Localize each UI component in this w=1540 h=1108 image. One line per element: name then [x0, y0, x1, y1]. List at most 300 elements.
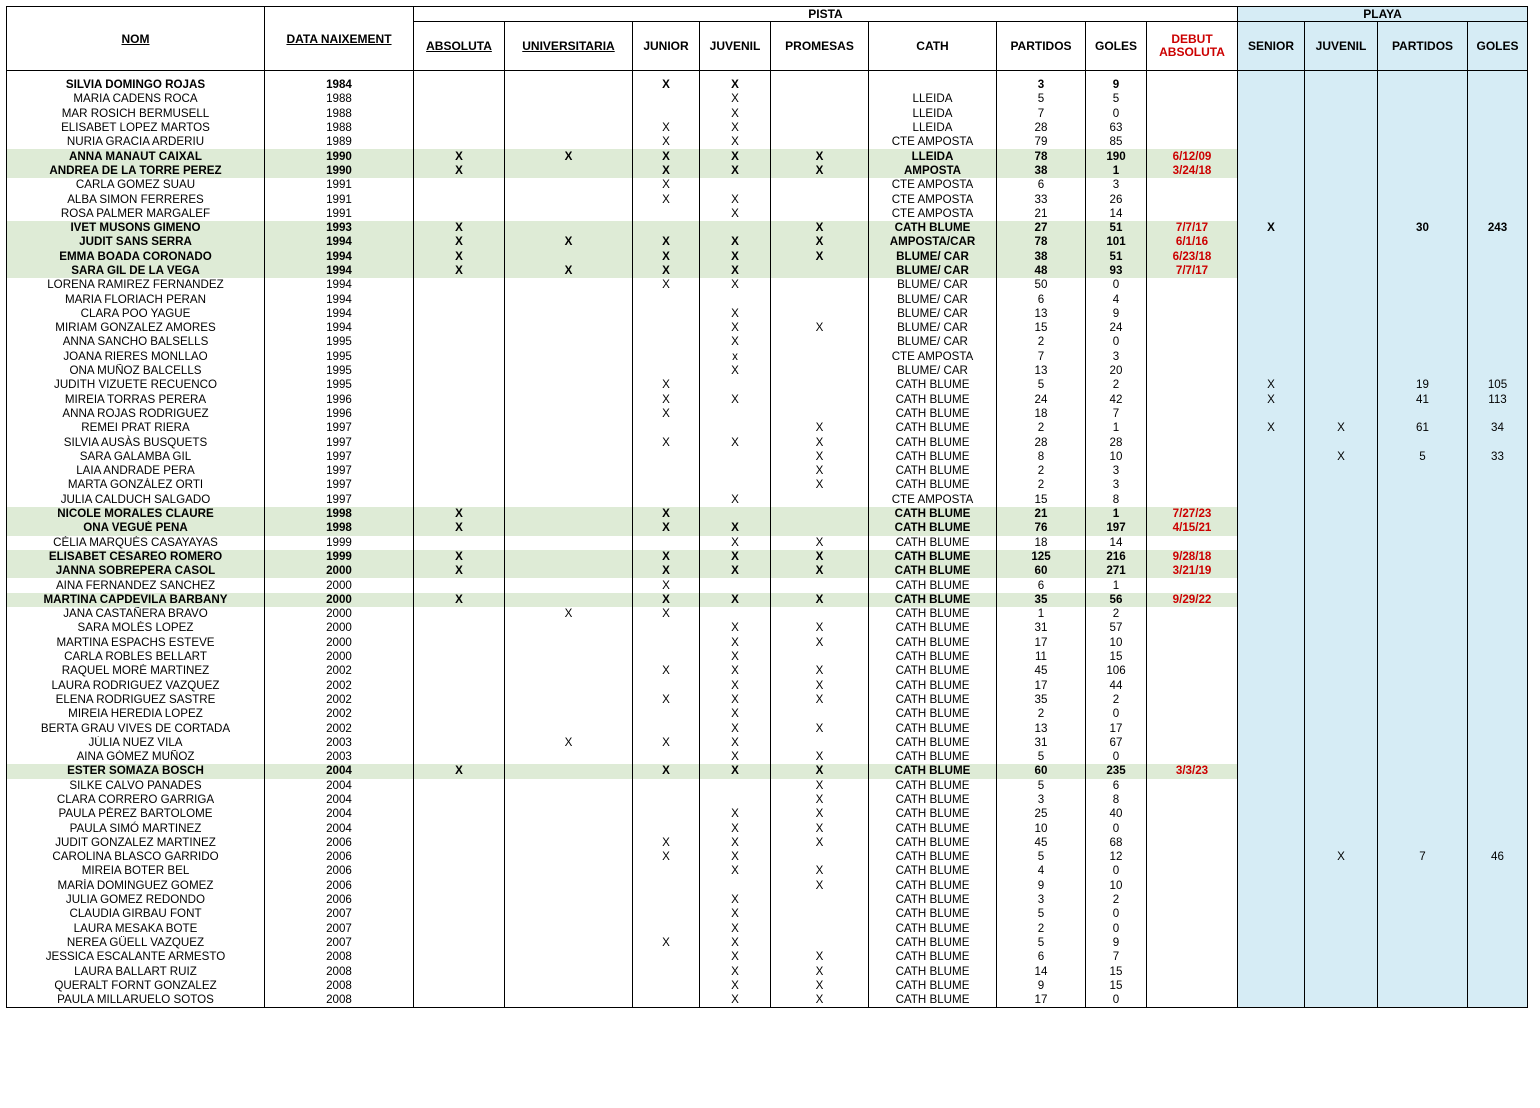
cell-partidos[interactable]: 28 — [997, 435, 1086, 449]
cell-data-naixement[interactable]: 1994 — [265, 235, 414, 249]
cell-juvenil[interactable]: X — [700, 335, 771, 349]
cell-playa-senior[interactable] — [1238, 750, 1305, 764]
header-playa-partidos[interactable]: PARTIDOS — [1378, 22, 1468, 71]
cell-promesas[interactable] — [771, 922, 869, 936]
table-row[interactable] — [7, 907, 1528, 921]
cell-promesas[interactable]: X — [771, 964, 869, 978]
cell-absoluta[interactable] — [414, 864, 505, 878]
table-row[interactable] — [7, 421, 1528, 435]
cell-cath[interactable]: CATH BLUME — [869, 736, 997, 750]
cell-nom[interactable]: MARTA GONZÁLEZ ORTI — [7, 478, 265, 492]
cell-partidos[interactable]: 27 — [997, 221, 1086, 235]
cell-promesas[interactable]: X — [771, 779, 869, 793]
cell-debut-absoluta[interactable] — [1147, 364, 1238, 378]
cell-promesas[interactable]: X — [771, 721, 869, 735]
cell-partidos[interactable]: 5 — [997, 850, 1086, 864]
cell-juvenil[interactable]: X — [700, 721, 771, 735]
cell-data-naixement[interactable]: 2002 — [265, 693, 414, 707]
cell-playa-partidos[interactable] — [1378, 92, 1468, 106]
cell-playa-partidos[interactable] — [1378, 292, 1468, 306]
cell-junior[interactable]: X — [633, 264, 700, 278]
cell-junior[interactable]: X — [633, 149, 700, 163]
cell-absoluta[interactable] — [414, 493, 505, 507]
cell-nom[interactable]: CLAUDIA GIRBAU FONT — [7, 907, 265, 921]
cell-debut-absoluta[interactable] — [1147, 292, 1238, 306]
cell-playa-juvenil[interactable]: X — [1305, 450, 1378, 464]
cell-partidos[interactable]: 15 — [997, 321, 1086, 335]
cell-absoluta[interactable] — [414, 107, 505, 121]
cell-junior[interactable] — [633, 964, 700, 978]
cell-debut-absoluta[interactable]: 3/21/19 — [1147, 564, 1238, 578]
cell-data-naixement[interactable]: 2006 — [265, 864, 414, 878]
cell-debut-absoluta[interactable] — [1147, 693, 1238, 707]
cell-playa-goles[interactable]: 243 — [1468, 221, 1528, 235]
cell-absoluta[interactable] — [414, 807, 505, 821]
cell-playa-senior[interactable] — [1238, 178, 1305, 192]
cell-universitaria[interactable] — [505, 521, 633, 535]
cell-partidos[interactable]: 38 — [997, 250, 1086, 264]
cell-promesas[interactable] — [771, 207, 869, 221]
cell-nom[interactable]: JANNA SOBREPERA CASOL — [7, 564, 265, 578]
cell-debut-absoluta[interactable] — [1147, 493, 1238, 507]
cell-debut-absoluta[interactable] — [1147, 779, 1238, 793]
cell-universitaria[interactable] — [505, 364, 633, 378]
cell-goles[interactable]: 63 — [1086, 121, 1147, 135]
cell-playa-juvenil[interactable] — [1305, 178, 1378, 192]
cell-juvenil[interactable]: X — [700, 750, 771, 764]
cell-nom[interactable]: ANDREA DE LA TORRE PEREZ — [7, 164, 265, 178]
cell-data-naixement[interactable]: 1984 — [265, 78, 414, 92]
cell-debut-absoluta[interactable] — [1147, 121, 1238, 135]
header-universitaria[interactable]: UNIVERSITARIA — [505, 22, 633, 71]
cell-universitaria[interactable] — [505, 493, 633, 507]
cell-playa-juvenil[interactable] — [1305, 364, 1378, 378]
table-row[interactable] — [7, 564, 1528, 578]
cell-cath[interactable]: CATH BLUME — [869, 536, 997, 550]
cell-juvenil[interactable]: X — [700, 207, 771, 221]
cell-playa-partidos[interactable] — [1378, 607, 1468, 621]
cell-nom[interactable]: LAIA ANDRADE PERA — [7, 464, 265, 478]
cell-promesas[interactable]: X — [771, 979, 869, 993]
cell-cath[interactable]: CATH BLUME — [869, 621, 997, 635]
cell-partidos[interactable]: 2 — [997, 464, 1086, 478]
cell-promesas[interactable] — [771, 107, 869, 121]
cell-absoluta[interactable] — [414, 936, 505, 950]
cell-juvenil[interactable]: X — [700, 993, 771, 1008]
table-row[interactable] — [7, 678, 1528, 692]
cell-playa-juvenil[interactable] — [1305, 221, 1378, 235]
cell-nom[interactable]: MIRIAM GONZALEZ AMORES — [7, 321, 265, 335]
cell-cath[interactable]: CATH BLUME — [869, 864, 997, 878]
table-row[interactable] — [7, 793, 1528, 807]
cell-playa-juvenil[interactable] — [1305, 707, 1378, 721]
cell-cath[interactable]: CATH BLUME — [869, 550, 997, 564]
cell-absoluta[interactable]: X — [414, 250, 505, 264]
cell-playa-juvenil[interactable] — [1305, 192, 1378, 206]
table-row[interactable] — [7, 264, 1528, 278]
cell-data-naixement[interactable]: 1995 — [265, 378, 414, 392]
cell-cath[interactable]: CATH BLUME — [869, 636, 997, 650]
cell-playa-partidos[interactable] — [1378, 407, 1468, 421]
cell-playa-senior[interactable] — [1238, 950, 1305, 964]
cell-playa-goles[interactable] — [1468, 793, 1528, 807]
cell-cath[interactable]: CATH BLUME — [869, 836, 997, 850]
cell-nom[interactable]: NEREA GÜELL VAZQUEZ — [7, 936, 265, 950]
cell-data-naixement[interactable]: 2007 — [265, 907, 414, 921]
cell-debut-absoluta[interactable] — [1147, 621, 1238, 635]
cell-promesas[interactable]: X — [771, 664, 869, 678]
cell-cath[interactable]: CATH BLUME — [869, 578, 997, 592]
cell-juvenil[interactable]: X — [700, 264, 771, 278]
cell-juvenil[interactable]: X — [700, 736, 771, 750]
cell-juvenil[interactable] — [700, 879, 771, 893]
table-row[interactable] — [7, 92, 1528, 106]
cell-playa-goles[interactable] — [1468, 736, 1528, 750]
header-absoluta[interactable]: ABSOLUTA — [414, 22, 505, 71]
cell-data-naixement[interactable]: 1997 — [265, 478, 414, 492]
cell-junior[interactable] — [633, 450, 700, 464]
cell-goles[interactable]: 0 — [1086, 922, 1147, 936]
cell-playa-goles[interactable] — [1468, 464, 1528, 478]
cell-data-naixement[interactable]: 1994 — [265, 321, 414, 335]
cell-junior[interactable]: X — [633, 664, 700, 678]
cell-playa-juvenil[interactable] — [1305, 393, 1378, 407]
cell-playa-partidos[interactable] — [1378, 922, 1468, 936]
cell-playa-senior[interactable] — [1238, 564, 1305, 578]
cell-universitaria[interactable] — [505, 507, 633, 521]
cell-absoluta[interactable] — [414, 907, 505, 921]
cell-juvenil[interactable]: X — [700, 78, 771, 92]
cell-goles[interactable]: 51 — [1086, 250, 1147, 264]
cell-universitaria[interactable] — [505, 750, 633, 764]
cell-playa-juvenil[interactable] — [1305, 550, 1378, 564]
cell-debut-absoluta[interactable] — [1147, 922, 1238, 936]
cell-junior[interactable] — [633, 536, 700, 550]
cell-junior[interactable]: X — [633, 521, 700, 535]
cell-nom[interactable]: LORENA RAMIREZ FERNANDEZ — [7, 278, 265, 292]
table-row[interactable] — [7, 321, 1528, 335]
cell-playa-juvenil[interactable] — [1305, 950, 1378, 964]
cell-goles[interactable]: 0 — [1086, 821, 1147, 835]
cell-promesas[interactable]: X — [771, 593, 869, 607]
cell-junior[interactable]: X — [633, 278, 700, 292]
cell-absoluta[interactable] — [414, 993, 505, 1008]
cell-cath[interactable]: BLUME/ CAR — [869, 335, 997, 349]
cell-data-naixement[interactable]: 2008 — [265, 950, 414, 964]
cell-absoluta[interactable]: X — [414, 235, 505, 249]
cell-juvenil[interactable]: X — [700, 807, 771, 821]
cell-data-naixement[interactable]: 1995 — [265, 364, 414, 378]
cell-juvenil[interactable] — [700, 578, 771, 592]
cell-junior[interactable] — [633, 779, 700, 793]
cell-partidos[interactable]: 3 — [997, 893, 1086, 907]
cell-cath[interactable]: BLUME/ CAR — [869, 292, 997, 306]
cell-goles[interactable]: 26 — [1086, 192, 1147, 206]
cell-goles[interactable]: 3 — [1086, 478, 1147, 492]
cell-cath[interactable]: BLUME/ CAR — [869, 250, 997, 264]
cell-data-naixement[interactable]: 2004 — [265, 793, 414, 807]
table-row[interactable] — [7, 750, 1528, 764]
cell-data-naixement[interactable]: 2004 — [265, 764, 414, 778]
cell-playa-senior[interactable] — [1238, 78, 1305, 92]
cell-playa-juvenil[interactable] — [1305, 636, 1378, 650]
cell-playa-goles[interactable]: 34 — [1468, 421, 1528, 435]
cell-data-naixement[interactable]: 1999 — [265, 550, 414, 564]
cell-juvenil[interactable]: X — [700, 678, 771, 692]
cell-partidos[interactable]: 6 — [997, 178, 1086, 192]
cell-junior[interactable] — [633, 478, 700, 492]
cell-juvenil[interactable]: X — [700, 764, 771, 778]
cell-goles[interactable]: 1 — [1086, 164, 1147, 178]
cell-cath[interactable]: BLUME/ CAR — [869, 307, 997, 321]
cell-playa-juvenil[interactable] — [1305, 164, 1378, 178]
cell-juvenil[interactable]: X — [700, 536, 771, 550]
cell-goles[interactable]: 9 — [1086, 78, 1147, 92]
cell-data-naixement[interactable]: 1997 — [265, 435, 414, 449]
cell-promesas[interactable]: X — [771, 450, 869, 464]
header-pista[interactable]: PISTA — [414, 7, 1238, 22]
cell-partidos[interactable]: 60 — [997, 564, 1086, 578]
cell-playa-juvenil[interactable] — [1305, 407, 1378, 421]
cell-debut-absoluta[interactable] — [1147, 964, 1238, 978]
cell-playa-partidos[interactable] — [1378, 149, 1468, 163]
cell-playa-juvenil[interactable] — [1305, 793, 1378, 807]
cell-partidos[interactable]: 78 — [997, 235, 1086, 249]
cell-absoluta[interactable] — [414, 650, 505, 664]
cell-playa-juvenil[interactable] — [1305, 964, 1378, 978]
cell-partidos[interactable]: 6 — [997, 292, 1086, 306]
cell-playa-juvenil[interactable] — [1305, 521, 1378, 535]
cell-playa-partidos[interactable] — [1378, 550, 1468, 564]
cell-data-naixement[interactable]: 2004 — [265, 807, 414, 821]
cell-cath[interactable]: CATH BLUME — [869, 435, 997, 449]
cell-playa-senior[interactable] — [1238, 250, 1305, 264]
cell-partidos[interactable]: 11 — [997, 650, 1086, 664]
cell-debut-absoluta[interactable] — [1147, 421, 1238, 435]
cell-goles[interactable]: 15 — [1086, 650, 1147, 664]
cell-data-naixement[interactable]: 1999 — [265, 536, 414, 550]
cell-universitaria[interactable] — [505, 292, 633, 306]
cell-playa-partidos[interactable] — [1378, 621, 1468, 635]
cell-debut-absoluta[interactable]: 3/24/18 — [1147, 164, 1238, 178]
table-row[interactable] — [7, 721, 1528, 735]
cell-data-naixement[interactable]: 1990 — [265, 164, 414, 178]
cell-debut-absoluta[interactable] — [1147, 435, 1238, 449]
cell-playa-juvenil[interactable] — [1305, 593, 1378, 607]
cell-partidos[interactable]: 31 — [997, 736, 1086, 750]
cell-playa-goles[interactable] — [1468, 435, 1528, 449]
cell-data-naixement[interactable]: 2002 — [265, 664, 414, 678]
cell-playa-senior[interactable] — [1238, 435, 1305, 449]
cell-data-naixement[interactable]: 2000 — [265, 636, 414, 650]
cell-data-naixement[interactable]: 1994 — [265, 250, 414, 264]
cell-promesas[interactable] — [771, 292, 869, 306]
cell-data-naixement[interactable]: 1995 — [265, 350, 414, 364]
cell-playa-goles[interactable]: 46 — [1468, 850, 1528, 864]
cell-playa-goles[interactable] — [1468, 550, 1528, 564]
cell-data-naixement[interactable]: 2006 — [265, 850, 414, 864]
table-row[interactable] — [7, 307, 1528, 321]
cell-playa-partidos[interactable] — [1378, 536, 1468, 550]
cell-nom[interactable]: SILVIA DOMINGO ROJAS — [7, 78, 265, 92]
cell-debut-absoluta[interactable] — [1147, 678, 1238, 692]
cell-junior[interactable] — [633, 907, 700, 921]
cell-promesas[interactable]: X — [771, 864, 869, 878]
cell-goles[interactable]: 0 — [1086, 107, 1147, 121]
cell-universitaria[interactable] — [505, 807, 633, 821]
cell-juvenil[interactable]: X — [700, 493, 771, 507]
cell-cath[interactable]: CATH BLUME — [869, 464, 997, 478]
cell-universitaria[interactable] — [505, 993, 633, 1008]
cell-playa-senior[interactable] — [1238, 807, 1305, 821]
table-row[interactable] — [7, 979, 1528, 993]
table-row[interactable] — [7, 364, 1528, 378]
table-row[interactable] — [7, 450, 1528, 464]
cell-data-naixement[interactable]: 1996 — [265, 393, 414, 407]
cell-cath[interactable]: CATH BLUME — [869, 879, 997, 893]
cell-data-naixement[interactable]: 2003 — [265, 736, 414, 750]
cell-playa-juvenil[interactable] — [1305, 464, 1378, 478]
cell-universitaria[interactable] — [505, 450, 633, 464]
cell-goles[interactable]: 67 — [1086, 736, 1147, 750]
header-cath[interactable]: CATH — [869, 22, 997, 71]
cell-nom[interactable]: MARIA CADENS ROCA — [7, 92, 265, 106]
cell-goles[interactable]: 0 — [1086, 993, 1147, 1008]
cell-nom[interactable]: ONA VEGUÉ PENA — [7, 521, 265, 535]
cell-playa-senior[interactable] — [1238, 893, 1305, 907]
cell-partidos[interactable]: 3 — [997, 78, 1086, 92]
cell-nom[interactable]: QUERALT FORNT GONZALEZ — [7, 979, 265, 993]
cell-goles[interactable]: 1 — [1086, 507, 1147, 521]
cell-playa-juvenil[interactable] — [1305, 836, 1378, 850]
cell-universitaria[interactable] — [505, 650, 633, 664]
cell-juvenil[interactable]: X — [700, 936, 771, 950]
cell-juvenil[interactable]: X — [700, 707, 771, 721]
cell-playa-juvenil[interactable] — [1305, 564, 1378, 578]
cell-partidos[interactable]: 60 — [997, 764, 1086, 778]
cell-junior[interactable]: X — [633, 593, 700, 607]
cell-universitaria[interactable] — [505, 636, 633, 650]
cell-partidos[interactable]: 5 — [997, 779, 1086, 793]
cell-partidos[interactable]: 17 — [997, 636, 1086, 650]
table-row[interactable] — [7, 407, 1528, 421]
cell-promesas[interactable] — [771, 135, 869, 149]
cell-playa-juvenil[interactable] — [1305, 78, 1378, 92]
cell-nom[interactable]: MIREIA HEREDIA LOPEZ — [7, 707, 265, 721]
cell-nom[interactable]: ANNA MANAUT CAIXAL — [7, 149, 265, 163]
header-playa-juvenil[interactable]: JUVENIL — [1305, 22, 1378, 71]
cell-playa-juvenil[interactable] — [1305, 292, 1378, 306]
table-row[interactable] — [7, 135, 1528, 149]
cell-junior[interactable] — [633, 636, 700, 650]
cell-juvenil[interactable]: X — [700, 107, 771, 121]
cell-cath[interactable]: CATH BLUME — [869, 650, 997, 664]
cell-data-naixement[interactable]: 1993 — [265, 221, 414, 235]
cell-playa-partidos[interactable] — [1378, 721, 1468, 735]
cell-debut-absoluta[interactable]: 9/29/22 — [1147, 593, 1238, 607]
cell-juvenil[interactable] — [700, 421, 771, 435]
cell-junior[interactable]: X — [633, 764, 700, 778]
cell-playa-partidos[interactable] — [1378, 164, 1468, 178]
table-row[interactable] — [7, 593, 1528, 607]
cell-playa-goles[interactable] — [1468, 864, 1528, 878]
cell-junior[interactable] — [633, 307, 700, 321]
cell-data-naixement[interactable]: 2000 — [265, 578, 414, 592]
cell-playa-senior[interactable] — [1238, 821, 1305, 835]
cell-goles[interactable]: 0 — [1086, 864, 1147, 878]
cell-debut-absoluta[interactable] — [1147, 993, 1238, 1008]
header-playa-senior[interactable]: SENIOR — [1238, 22, 1305, 71]
cell-absoluta[interactable] — [414, 793, 505, 807]
table-row[interactable] — [7, 292, 1528, 306]
cell-playa-goles[interactable] — [1468, 879, 1528, 893]
cell-playa-partidos[interactable] — [1378, 321, 1468, 335]
cell-juvenil[interactable] — [700, 478, 771, 492]
cell-cath[interactable]: BLUME/ CAR — [869, 278, 997, 292]
cell-playa-goles[interactable] — [1468, 936, 1528, 950]
cell-playa-juvenil[interactable] — [1305, 578, 1378, 592]
cell-absoluta[interactable] — [414, 464, 505, 478]
cell-universitaria[interactable] — [505, 707, 633, 721]
cell-playa-juvenil[interactable] — [1305, 321, 1378, 335]
cell-junior[interactable]: X — [633, 435, 700, 449]
cell-nom[interactable]: JULIA CALDUCH SALGADO — [7, 493, 265, 507]
cell-goles[interactable]: 2 — [1086, 607, 1147, 621]
cell-juvenil[interactable]: X — [700, 364, 771, 378]
cell-absoluta[interactable] — [414, 121, 505, 135]
cell-nom[interactable]: SARA GALAMBA GIL — [7, 450, 265, 464]
cell-goles[interactable]: 3 — [1086, 464, 1147, 478]
cell-cath[interactable]: CTE AMPOSTA — [869, 135, 997, 149]
cell-juvenil[interactable] — [700, 221, 771, 235]
cell-goles[interactable]: 2 — [1086, 893, 1147, 907]
cell-nom[interactable]: SARA MOLÉS LOPEZ — [7, 621, 265, 635]
cell-universitaria[interactable] — [505, 850, 633, 864]
cell-playa-goles[interactable] — [1468, 521, 1528, 535]
cell-debut-absoluta[interactable] — [1147, 879, 1238, 893]
cell-playa-juvenil[interactable] — [1305, 936, 1378, 950]
cell-goles[interactable]: 24 — [1086, 321, 1147, 335]
cell-universitaria[interactable] — [505, 564, 633, 578]
cell-promesas[interactable]: X — [771, 693, 869, 707]
cell-data-naixement[interactable]: 2008 — [265, 993, 414, 1008]
table-row[interactable] — [7, 707, 1528, 721]
cell-partidos[interactable]: 14 — [997, 964, 1086, 978]
cell-debut-absoluta[interactable] — [1147, 979, 1238, 993]
cell-partidos[interactable]: 2 — [997, 478, 1086, 492]
cell-universitaria[interactable] — [505, 92, 633, 106]
cell-goles[interactable]: 20 — [1086, 364, 1147, 378]
cell-juvenil[interactable]: X — [700, 950, 771, 964]
cell-cath[interactable]: CATH BLUME — [869, 779, 997, 793]
cell-cath[interactable]: CATH BLUME — [869, 450, 997, 464]
cell-absoluta[interactable] — [414, 292, 505, 306]
cell-universitaria[interactable] — [505, 207, 633, 221]
cell-playa-juvenil[interactable] — [1305, 335, 1378, 349]
cell-cath[interactable]: LLEIDA — [869, 92, 997, 106]
cell-universitaria[interactable] — [505, 836, 633, 850]
cell-debut-absoluta[interactable] — [1147, 736, 1238, 750]
table-row[interactable] — [7, 736, 1528, 750]
cell-playa-senior[interactable] — [1238, 850, 1305, 864]
cell-absoluta[interactable] — [414, 450, 505, 464]
cell-data-naixement[interactable]: 2006 — [265, 836, 414, 850]
header-goles[interactable]: GOLES — [1086, 22, 1147, 71]
cell-debut-absoluta[interactable] — [1147, 821, 1238, 835]
cell-playa-partidos[interactable] — [1378, 764, 1468, 778]
cell-juvenil[interactable]: X — [700, 307, 771, 321]
cell-playa-senior[interactable] — [1238, 493, 1305, 507]
